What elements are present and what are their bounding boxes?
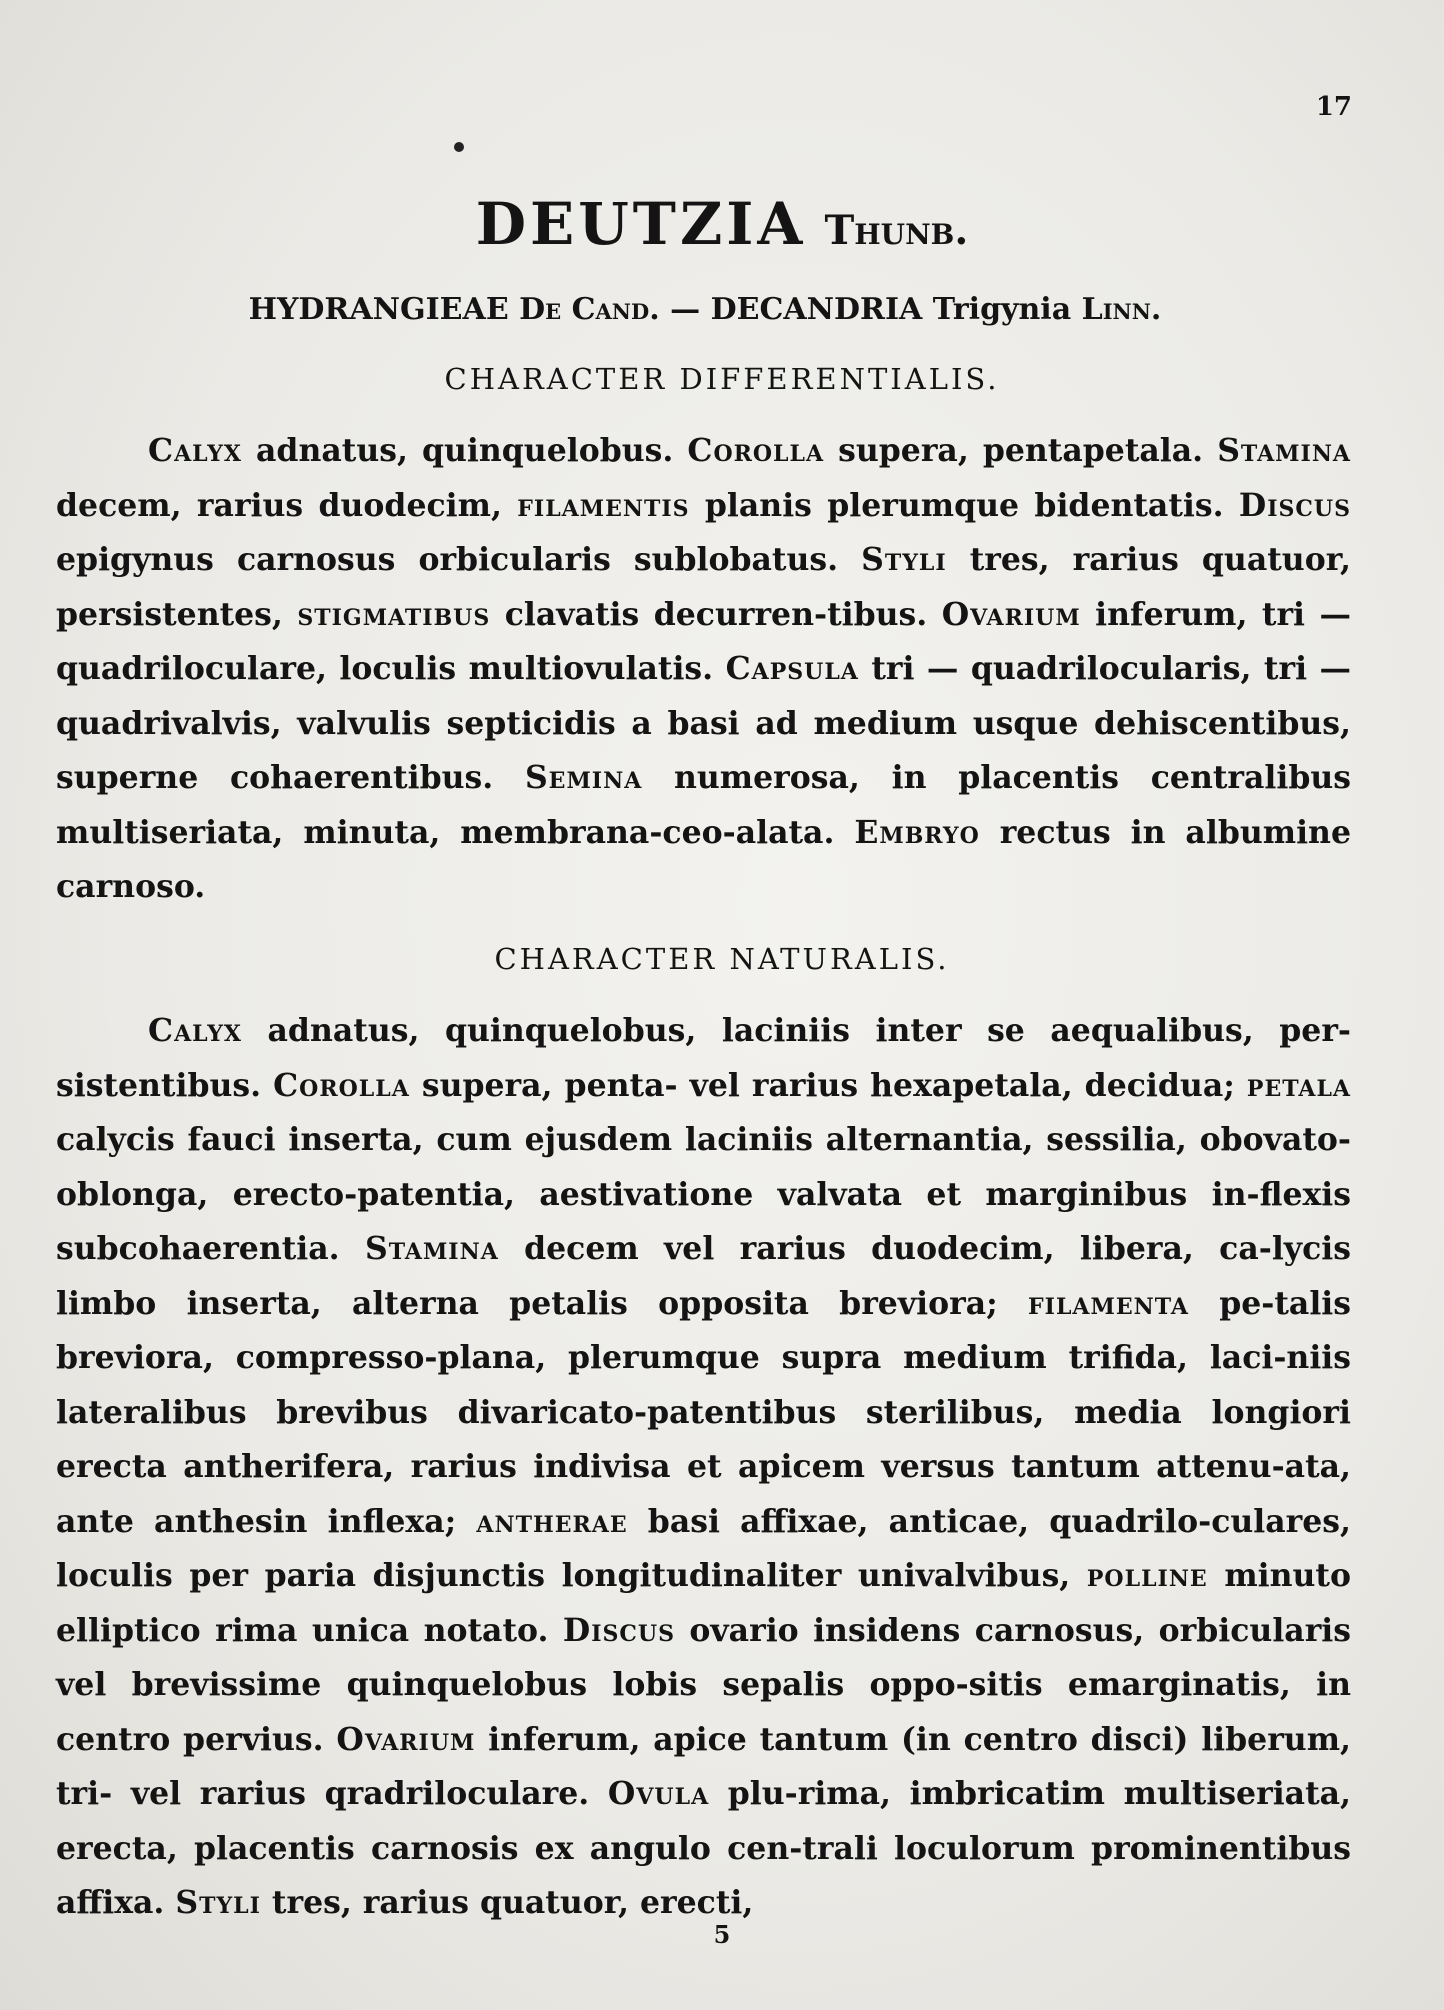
paragraph-naturalis	[56, 1004, 1351, 1931]
botanical-term: petala	[1246, 1066, 1351, 1104]
paragraph-differentialis	[56, 424, 1351, 915]
botanical-term: Discus	[1238, 486, 1351, 524]
description-text: numerosa, in placentis centralibus multiseriata, minuta, membrana-ceo-alata.	[56, 759, 1352, 851]
description-text: inferum, apice tantum (in centro disci) liberum, tri- vel rarius qradriloculare.	[56, 1720, 1351, 1812]
botanical-term: Corolla	[273, 1066, 410, 1104]
description-text: tri — quadrilocularis, tri — quadrivalvis, valvulis septicidis a basi ad medium usque dehiscentibus, superne cohaerentibus.	[56, 650, 1351, 796]
botanical-term: Ovula	[607, 1775, 710, 1812]
botanical-term: Styli	[175, 1884, 261, 1921]
botanical-term: Corolla	[687, 432, 825, 469]
description-text: basi affixae, anticae, quadrilo-culares, loculis per paria disjunctis longitudinaliter univalvibus,	[56, 1502, 1352, 1594]
bullet-dot-icon	[448, 140, 470, 154]
description-text: adnatus, quinquelobus.	[241, 432, 688, 469]
description-text: supera, penta- vel rarius hexapetala, decidua;	[409, 1066, 1247, 1104]
botanical-term: filamentis	[517, 486, 690, 524]
description-text: epigynus carnosus orbicularis sublobatus.	[56, 541, 862, 578]
description-text: tres, rarius quatuor, erecti,	[260, 1884, 754, 1921]
botanical-term: Stamina	[1217, 432, 1351, 469]
description-text: rectus in albumine carnoso.	[56, 813, 1351, 905]
family-author: De Cand.	[519, 292, 660, 327]
botanical-term: Capsula	[725, 650, 859, 687]
description-text: planis plerumque bidentatis.	[689, 486, 1239, 524]
botanical-term: Calyx	[148, 1012, 242, 1049]
botanical-term: Embryo	[854, 813, 980, 851]
classification-separator: —	[670, 292, 701, 327]
botanical-term: Semina	[524, 759, 643, 796]
section-heading-naturalis: CHARACTER NATURALIS.	[494, 942, 950, 976]
botanical-term: Ovarium	[941, 595, 1081, 633]
linnaean-class: DECANDRIA	[710, 292, 923, 327]
linnaean-order: Trigynia	[932, 292, 1072, 327]
genus-name: DEUTZIA	[475, 190, 807, 258]
page-number: 17	[1315, 92, 1352, 122]
genus-title	[0, 190, 1444, 258]
genus-author: Thunb.	[824, 207, 969, 254]
description-text: tres, rarius quatuor, persistentes,	[56, 541, 1351, 633]
description-text: decem vel rarius duodecim, libera, ca-lycis limbo inserta, alterna petalis opposita breviora;	[56, 1230, 1351, 1322]
description-text: adnatus, quinquelobus, laciniis inter se aequalibus, per-sistentibus.	[56, 1012, 1351, 1104]
signature-mark: 5	[713, 1920, 731, 1949]
botanical-term: Discus	[562, 1611, 675, 1649]
description-text: inferum, tri — quadriloculare, loculis multiovulatis.	[56, 595, 1351, 687]
classification-line	[55, 292, 1355, 327]
botanical-term: stigmatibus	[297, 595, 491, 633]
botanical-term: Calyx	[148, 432, 242, 469]
botanical-term: filamenta	[1028, 1284, 1189, 1322]
botanical-term: Stamina	[364, 1230, 499, 1267]
botanical-term: Styli	[861, 541, 947, 578]
botanical-term: polline	[1086, 1557, 1208, 1594]
description-text: calycis fauci inserta, cum ejusdem laciniis alternantia, sessilia, obovato-oblonga, erecto-patentia, aestivatione valvata et marginibus in-flexis subcohaerentia.	[56, 1121, 1351, 1267]
class-author: Linn.	[1081, 292, 1162, 327]
description-text: ovario insidens carnosus, orbicularis vel brevissime quinquelobus lobis sepalis oppo-sitis emarginatis, in centro pervius.	[56, 1611, 1351, 1758]
description-text: plu-rima, imbricatim multiseriata, erecta, placentis carnosis ex angulo cen-trali loculorum prominentibus affixa.	[56, 1775, 1351, 1921]
description-text: clavatis decurren-tibus.	[490, 595, 942, 633]
description-text: minuto elliptico rima unica notato.	[56, 1557, 1351, 1649]
botanical-term: antherae	[476, 1502, 628, 1540]
family-name: HYDRANGIEAE	[248, 292, 509, 327]
description-text: pe-talis breviora, compresso-plana, plerumque supra medium trifida, laci-niis lateralibus brevibus divaricato-patentibus sterilibus, media longiori erecta antherifera, rarius indivisa et apicem versus tantum attenu-ata, ante anthesin inflexa;	[56, 1284, 1351, 1540]
description-text: decem, rarius duodecim,	[56, 486, 518, 524]
botanical-term: Ovarium	[336, 1720, 476, 1758]
section-heading-differentialis: CHARACTER DIFFERENTIALIS.	[444, 362, 1000, 396]
description-text: supera, pentapetala.	[824, 432, 1218, 469]
